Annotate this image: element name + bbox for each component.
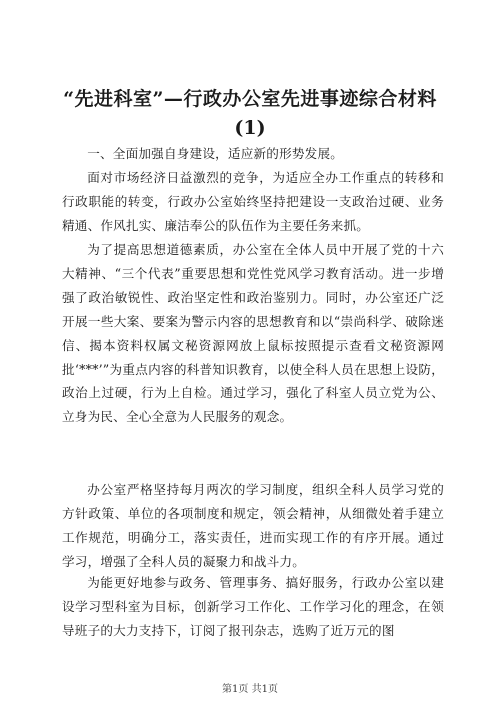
paragraph-text: 一、全面加强自身建设，适应新的形势发展。 xyxy=(87,146,344,161)
paragraph-text: 面对市场经济日益激烈的竞争，为适应全办工作重点的转移和行政职能的转变，行政办公室始终坚持把建设一支政治过硬、业务精通、作风扎实、廉洁奉公的队伍作为主要任务来抓。 xyxy=(62,170,444,233)
document-title-number: (1) xyxy=(234,117,266,139)
document-title: “先进科室”—行政办公室先进事迹综合材料 xyxy=(63,88,437,110)
page-footer: 第1页 共1页 xyxy=(222,684,278,695)
paragraph-text: 为能更好地参与政务、管理事务、搞好服务，行政办公室以建设学习型科室为目标，创新学习工作化、工作学习化的理念，在领导班子的大力支持下，订阅了报刊杂志，选购了近万元的图 xyxy=(62,575,444,638)
paragraph-2 xyxy=(62,238,444,429)
paragraph-section-heading xyxy=(62,142,444,166)
paragraph-text: 为了提高思想道德素质，办公室在全体人员中开展了党的十六大精神、“三个代表”重要思想和党性党风学习教育活动。进一步增强了政治敏锐性、政治坚定性和政治鉴别力。同时，办公室还广泛开展一些大案、要案为警示内容的思想教育和以“崇尚科学、破除迷信、揭本资料权属文秘资源网放上鼠标按照提示查看文秘资源网批‘***’”为重点内容的科普知识教育，以使全科人员在思想上设防，政治上过硬，行为上自检。通过学习，强化了科室人员立党为公、立身为民、全心全意为人民服务的观念。 xyxy=(62,242,444,425)
paragraph-1 xyxy=(62,166,444,238)
paragraph-text: 办公室严格坚持每月两次的学习制度，组织全科人员学习党的方针政策、单位的各项制度和规定，领会精神，从细微处着手建立工作规范，明确分工，落实责任，进而实现工作的有序开展。通过学习，增强了全科人员的凝聚力和战斗力。 xyxy=(62,482,444,569)
paragraph-3 xyxy=(62,478,444,574)
paragraph-4 xyxy=(62,571,444,643)
